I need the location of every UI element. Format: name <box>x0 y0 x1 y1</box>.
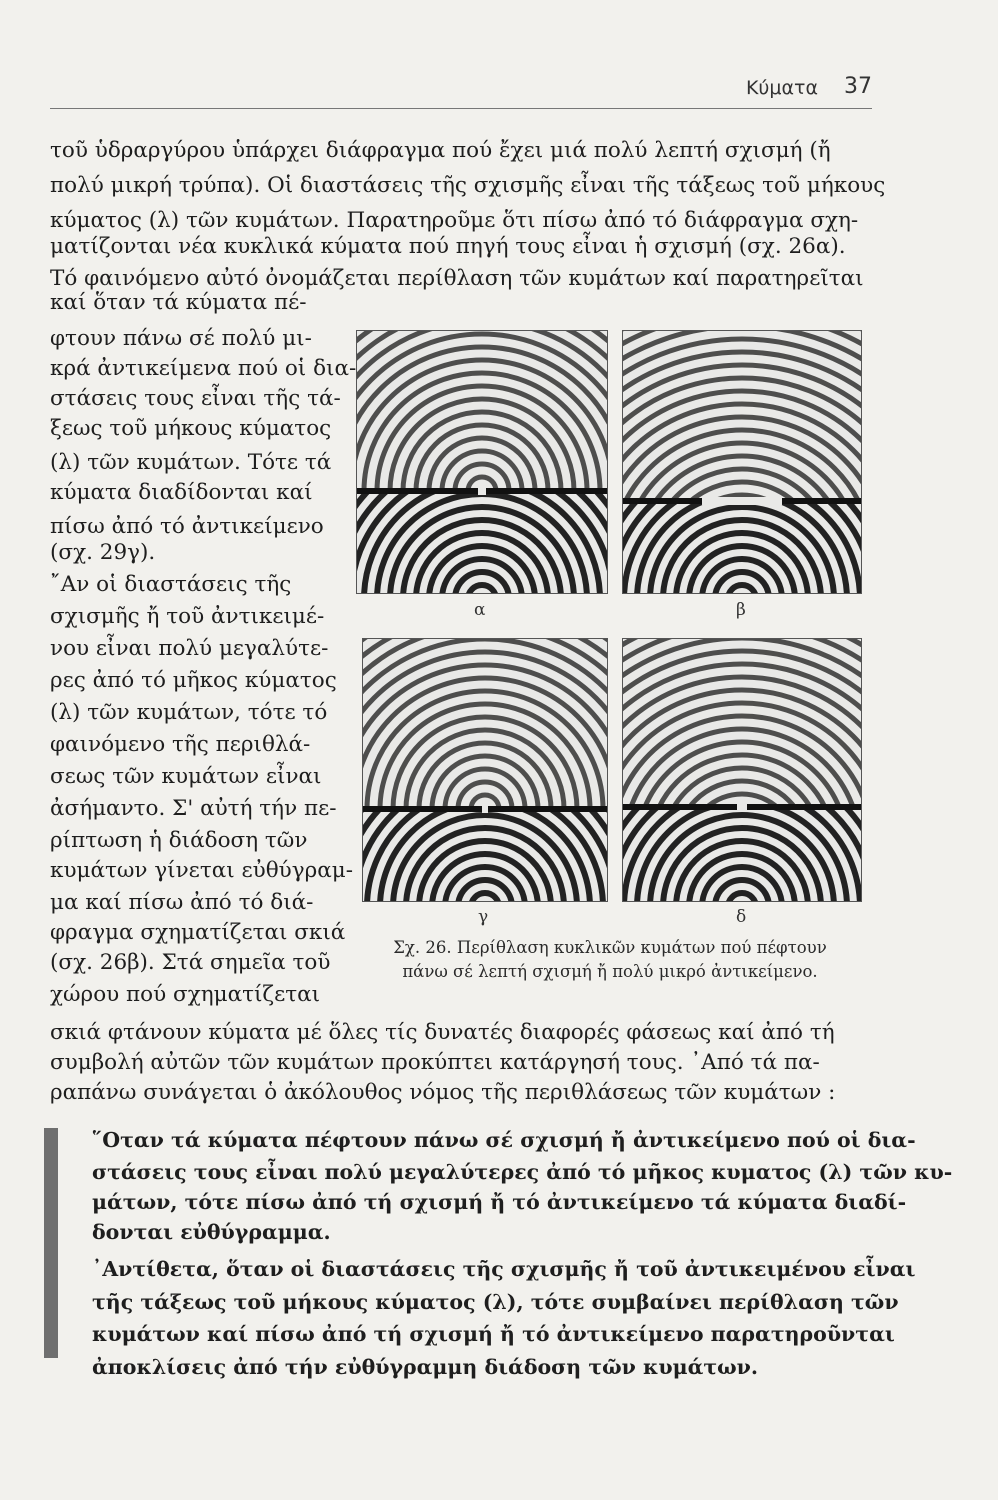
body-line: ματίζονται νέα κυκλικά κύματα πού πηγή τους εἶναι ἡ σχισμή (σχ. 26α). <box>50 234 846 259</box>
figure-panel-delta <box>622 638 862 902</box>
slit-gap <box>737 803 747 811</box>
wave-pattern-delta <box>623 639 861 901</box>
side-column-line: κυμάτων γίνεται εὐθύγραμ- <box>50 858 353 883</box>
side-column-line: ῎Αν οἱ διαστάσεις τῆς <box>50 572 292 597</box>
side-column-line: κρά ἀντικείμενα πού οἱ δια- <box>50 356 357 381</box>
side-column-line: ρες ἀπό τό μῆκος κύματος <box>50 668 337 693</box>
figure-panel-alpha <box>356 330 608 594</box>
law-line: μάτων, τότε πίσω ἀπό τή σχισμή ἤ τό ἀντικείμενο τά κύματα διαδί- <box>92 1190 907 1214</box>
side-column-line: φραγμα σχηματίζεται σκιά <box>50 920 346 945</box>
side-column-line: νου εἶναι πολύ μεγαλύτε- <box>50 636 329 661</box>
side-column-line: στάσεις τους εἶναι τῆς τά- <box>50 386 341 411</box>
wave-pattern-beta <box>623 331 861 593</box>
side-column-line: ἀσήμαντο. Σ' αὐτή τήν πε- <box>50 796 337 821</box>
law-margin-bar <box>44 1128 58 1358</box>
body-line: κύματος (λ) τῶν κυμάτων. Παρατηροῦμε ὅτι πίσω ἀπό τό διάφραγμα σχη- <box>50 208 859 233</box>
law-line: ᾽Αντίθετα, ὅταν οἱ διαστάσεις τῆς σχισμῆς ἤ τοῦ ἀντικειμένου εἶναι <box>92 1257 916 1281</box>
law-line: ἀποκλίσεις ἀπό τήν εὐθύγραμμη διάδοση τῶν κυμάτων. <box>92 1355 759 1379</box>
slit-gap <box>702 497 782 505</box>
side-column-line: (σχ. 29γ). <box>50 540 156 565</box>
figure-label-gamma: γ <box>478 907 489 927</box>
slit-gap <box>482 805 488 813</box>
side-column-line: (σχ. 26β). Στά σημεῖα τοῦ <box>50 950 331 975</box>
side-column-line: (λ) τῶν κυμάτων, τότε τό <box>50 700 328 725</box>
side-column-line: ρίπτωση ἡ διάδοση τῶν <box>50 828 308 853</box>
side-column-line: χώρου πού σχηματίζεται <box>50 982 321 1007</box>
body-line: ραπάνω συνάγεται ὁ ἀκόλουθος νόμος τῆς περιθλάσεως τῶν κυμάτων : <box>50 1080 836 1105</box>
wave-pattern-alpha <box>357 331 607 593</box>
figure-panel-gamma <box>362 638 608 902</box>
side-column-line: ξεως τοῦ μήκους κύματος <box>50 416 332 441</box>
page-number: 37 <box>844 74 872 99</box>
side-column-line: πίσω ἀπό τό ἀντικείμενο <box>50 514 324 539</box>
figure-label-delta: δ <box>736 907 747 927</box>
figure-label-beta: β <box>736 600 746 620</box>
body-line: συμβολή αὐτῶν τῶν κυμάτων προκύπτει κατάργησή τους. ᾽Από τά πα- <box>50 1050 820 1075</box>
page-header <box>50 72 872 109</box>
side-column-line: φτουν πάνω σέ πολύ μι- <box>50 326 312 351</box>
wave-pattern-gamma <box>363 639 607 901</box>
law-line: στάσεις τους εἶναι πολύ μεγαλύτερες ἀπό τό μῆκος κυματος (λ) τῶν κυ- <box>92 1160 953 1184</box>
law-line: τῆς τάξεως τοῦ μήκους κύματος (λ), τότε συμβαίνει περίθλαση τῶν <box>92 1290 899 1314</box>
side-column-line: σεως τῶν κυμάτων εἶναι <box>50 764 322 789</box>
body-line: πολύ μικρή τρύπα). Οἱ διαστάσεις τῆς σχισμῆς εἶναι τῆς τάξεως τοῦ μήκους <box>50 173 886 198</box>
body-line: τοῦ ὑδραργύρου ὑπάρχει διάφραγμα πού ἔχει μιά πολύ λεπτή σχισμή (ἤ <box>50 138 831 163</box>
side-column-line: μα καί πίσω ἀπό τό διά- <box>50 890 314 915</box>
side-column-line: σχισμῆς ἤ τοῦ ἀντικειμέ- <box>50 604 325 629</box>
side-column-line: κύματα διαδίδονται καί <box>50 480 313 505</box>
figure-caption-line2: πάνω σέ λεπτή σχισμή ἤ πολύ μικρό ἀντικείμενο. <box>402 962 818 981</box>
running-head: Κύματα <box>745 77 818 99</box>
law-line: κυμάτων καί πίσω ἀπό τή σχισμή ἤ τό ἀντικείμενο παρατηροῦνται <box>92 1322 895 1346</box>
figure-label-alpha: α <box>474 600 486 620</box>
law-line: δονται εὐθύγραμμα. <box>92 1220 331 1244</box>
side-column-line: φαινόμενο τῆς περιθλά- <box>50 732 311 757</box>
slit-gap <box>478 487 486 495</box>
body-line: Τό φαινόμενο αὐτό ὀνομάζεται περίθλαση τῶν κυμάτων καί παρατηρεῖται <box>50 266 864 291</box>
side-column-line: (λ) τῶν κυμάτων. Τότε τά <box>50 450 332 475</box>
figure-panel-beta <box>622 330 862 594</box>
law-line: ῞Οταν τά κύματα πέφτουν πάνω σέ σχισμή ἤ ἀντικείμενο πού οἱ δια- <box>92 1128 916 1152</box>
side-column-line: καί ὅταν τά κύματα πέ- <box>50 290 307 315</box>
body-line: σκιά φτάνουν κύματα μέ ὅλες τίς δυνατές διαφορές φάσεως καί ἀπό τή <box>50 1020 835 1045</box>
figure-caption-line1: Σχ. 26. Περίθλαση κυκλικῶν κυμάτων πού πέφτουν <box>393 938 827 957</box>
